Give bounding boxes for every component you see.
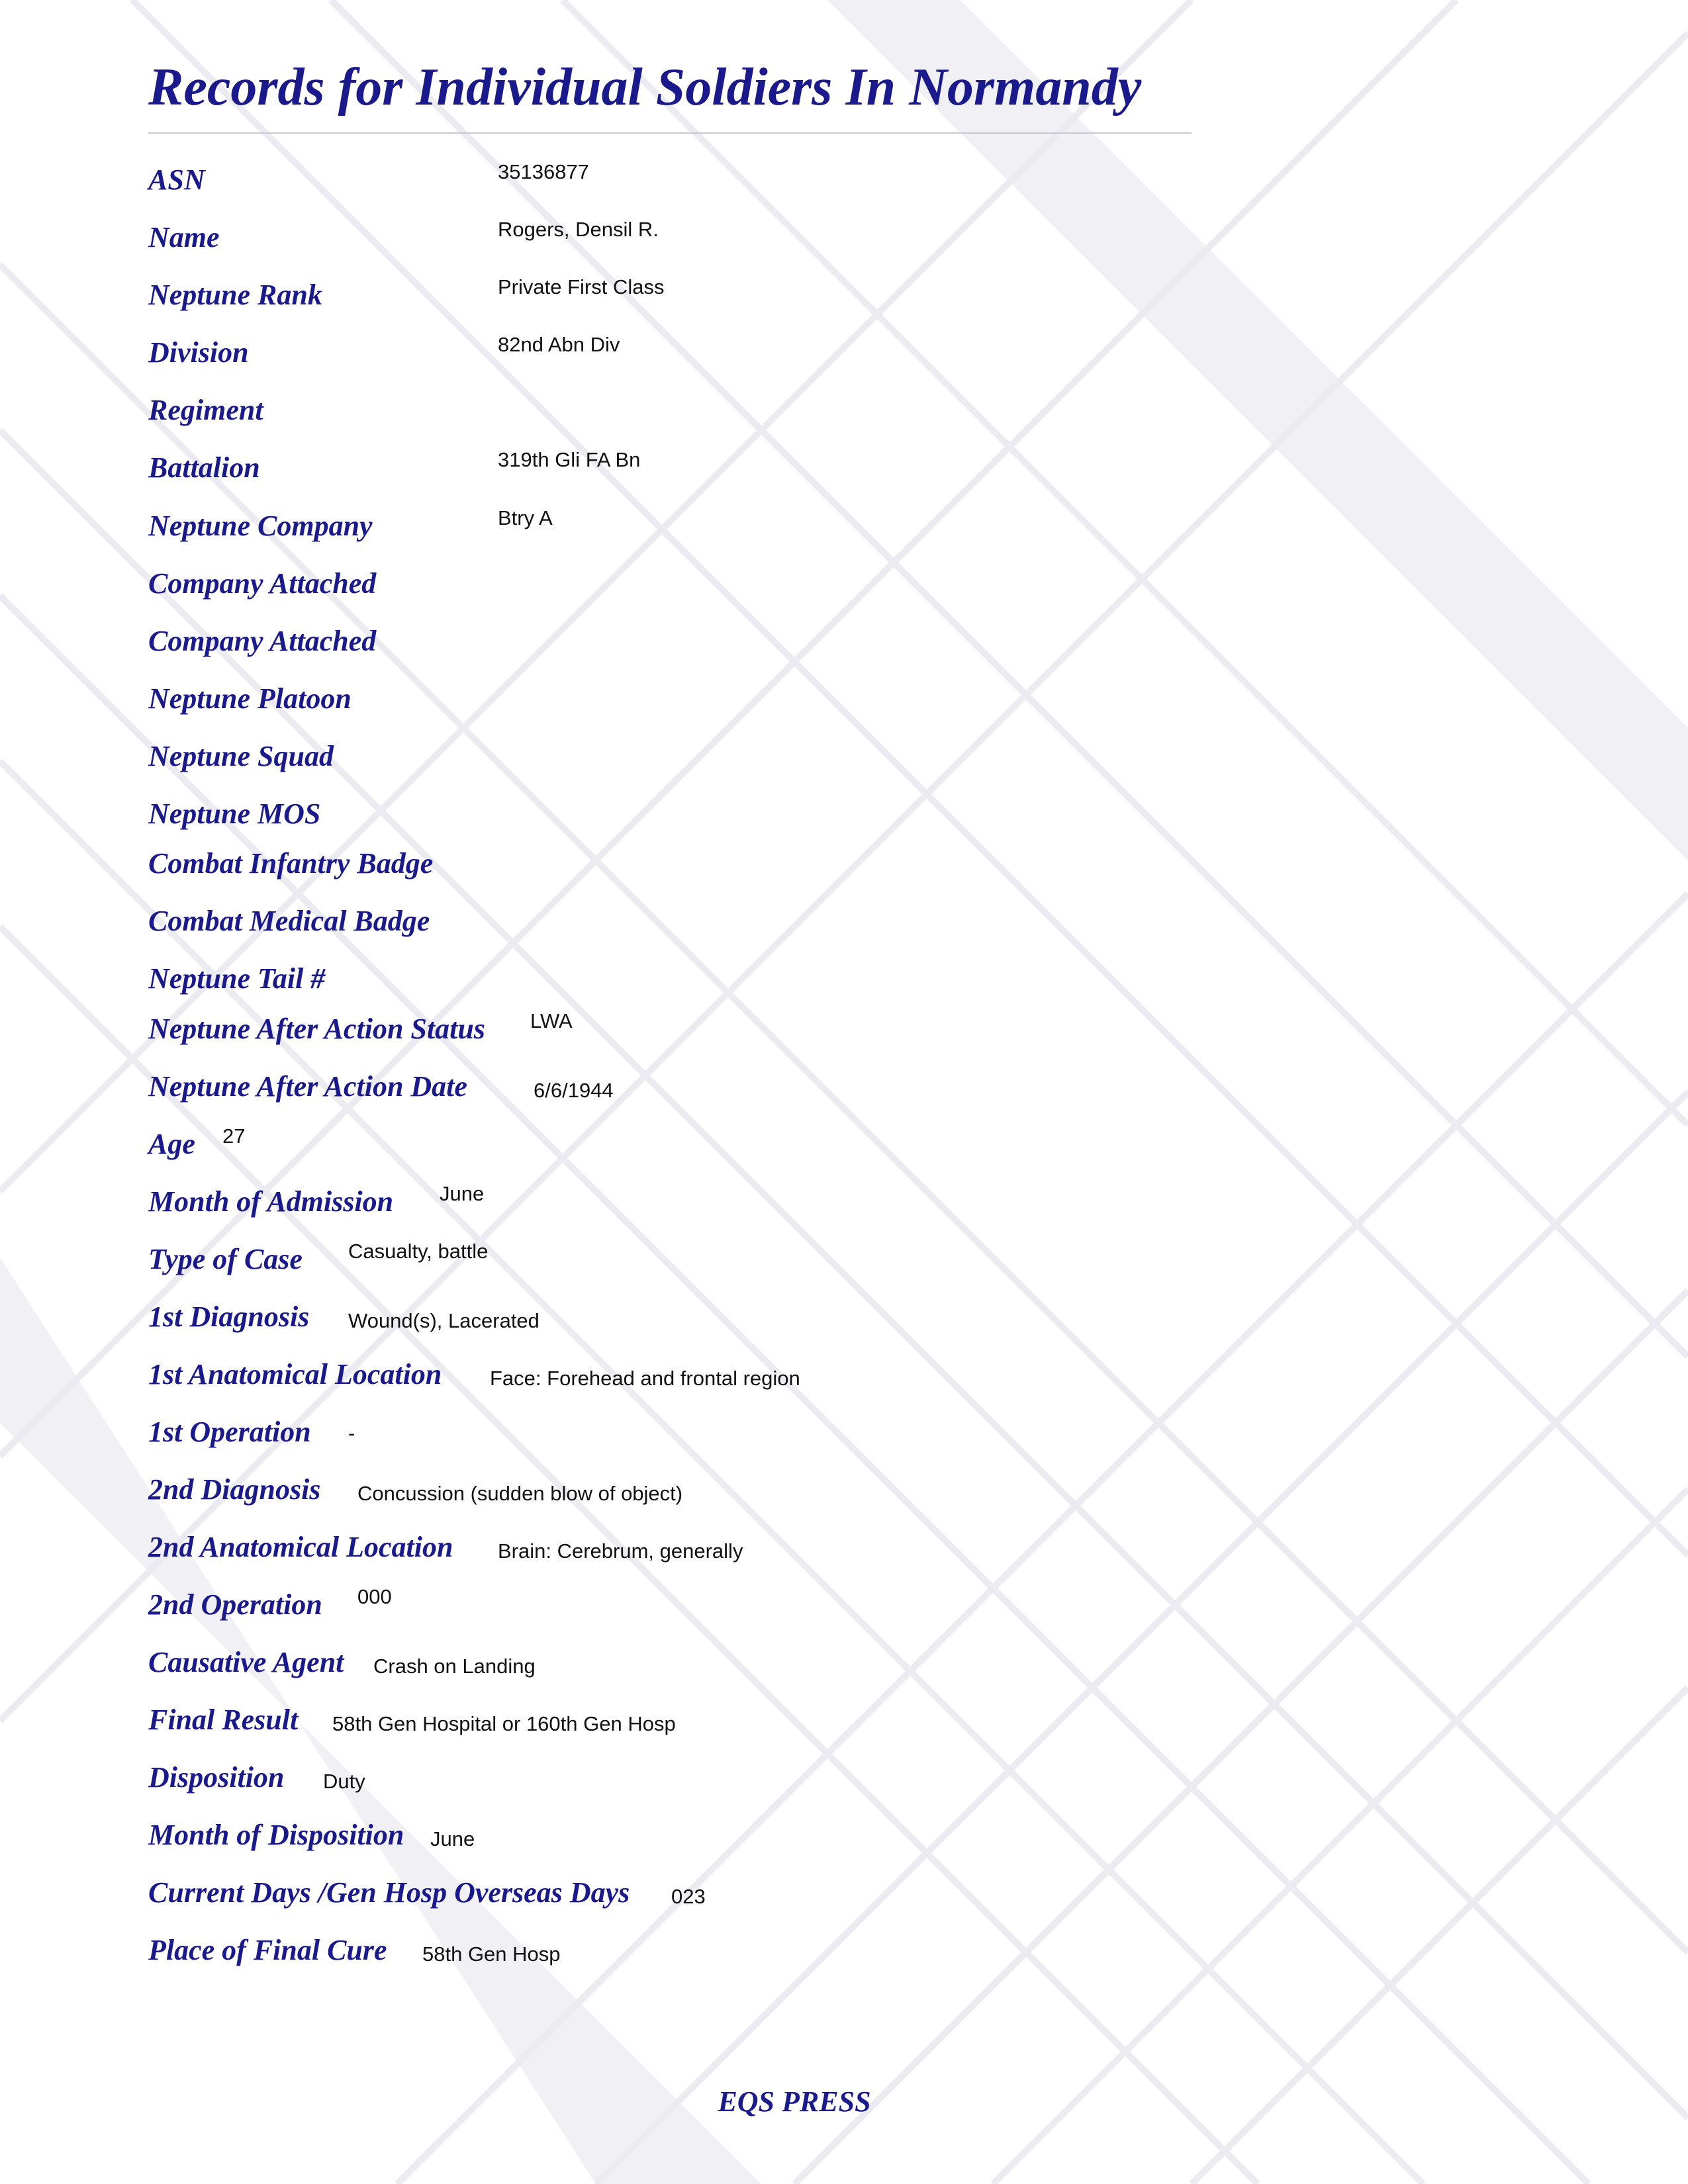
field-label: Neptune After Action Date	[148, 1070, 467, 1103]
field-value: 82nd Abn Div	[498, 333, 620, 356]
field-label: Month of Disposition	[148, 1819, 404, 1851]
field-value: Casualty, battle	[348, 1240, 489, 1263]
field-label: Regiment	[148, 394, 263, 426]
title-divider	[148, 132, 1192, 134]
field-value: 023	[671, 1885, 706, 1908]
field-value: Brain: Cerebrum, generally	[498, 1539, 743, 1563]
field-value: Private First Class	[498, 275, 665, 298]
field-label: Neptune Tail #	[148, 962, 326, 995]
field-label: 1st Operation	[148, 1416, 311, 1448]
field-value: 58th Gen Hospital or 160th Gen Hosp	[332, 1712, 676, 1735]
field-label: Division	[148, 336, 249, 369]
field-value: Rogers, Densil R.	[498, 218, 659, 241]
field-label: Neptune Company	[148, 510, 373, 542]
field-value: Concussion (sudden blow of object)	[357, 1482, 683, 1505]
field-value: Btry A	[498, 506, 553, 529]
field-label: Neptune Rank	[148, 279, 322, 311]
field-value: Face: Forehead and frontal region	[490, 1367, 800, 1390]
page-title: Records for Individual Soldiers In Normandy	[148, 58, 1142, 116]
field-value: 319th Gli FA Bn	[498, 448, 641, 471]
field-label: 1st Diagnosis	[148, 1300, 310, 1333]
field-label: 1st Anatomical Location	[148, 1358, 442, 1390]
field-label: Neptune Squad	[148, 740, 334, 772]
field-label: Causative Agent	[148, 1646, 344, 1678]
field-value: Duty	[323, 1770, 365, 1793]
field-value: 35136877	[498, 160, 589, 183]
field-value: 6/6/1944	[534, 1079, 614, 1102]
field-value: LWA	[530, 1009, 573, 1032]
field-label: Combat Medical Badge	[148, 905, 430, 937]
field-label: Company Attached	[148, 625, 377, 657]
field-label: Place of Final Cure	[148, 1934, 387, 1966]
field-label: 2nd Diagnosis	[148, 1473, 321, 1506]
field-value: 27	[222, 1124, 246, 1148]
field-value: Wound(s), Lacerated	[348, 1309, 539, 1332]
field-label: 2nd Operation	[148, 1588, 322, 1621]
footer-publisher: EQS PRESS	[718, 2085, 871, 2118]
field-label: Final Result	[148, 1704, 299, 1736]
field-label: 2nd Anatomical Location	[148, 1531, 453, 1563]
field-value: Crash on Landing	[373, 1655, 536, 1678]
field-label: Neptune Platoon	[148, 682, 352, 715]
field-label: ASN	[148, 163, 205, 196]
field-value: 000	[357, 1585, 392, 1608]
field-label: Disposition	[148, 1761, 285, 1794]
field-label: Month of Admission	[148, 1185, 394, 1218]
field-label: Company Attached	[148, 567, 377, 600]
field-label: Neptune MOS	[148, 797, 321, 830]
field-value: 58th Gen Hosp	[422, 1942, 561, 1966]
field-label: Name	[148, 221, 220, 253]
field-label: Current Days /Gen Hosp Overseas Days	[148, 1876, 630, 1909]
field-label: Age	[148, 1128, 195, 1160]
field-value: June	[430, 1827, 475, 1850]
field-value: June	[440, 1182, 485, 1205]
field-value: -	[348, 1422, 355, 1445]
field-label: Combat Infantry Badge	[148, 847, 434, 880]
field-label: Neptune After Action Status	[148, 1013, 485, 1045]
field-label: Battalion	[148, 451, 260, 484]
field-label: Type of Case	[148, 1243, 303, 1275]
